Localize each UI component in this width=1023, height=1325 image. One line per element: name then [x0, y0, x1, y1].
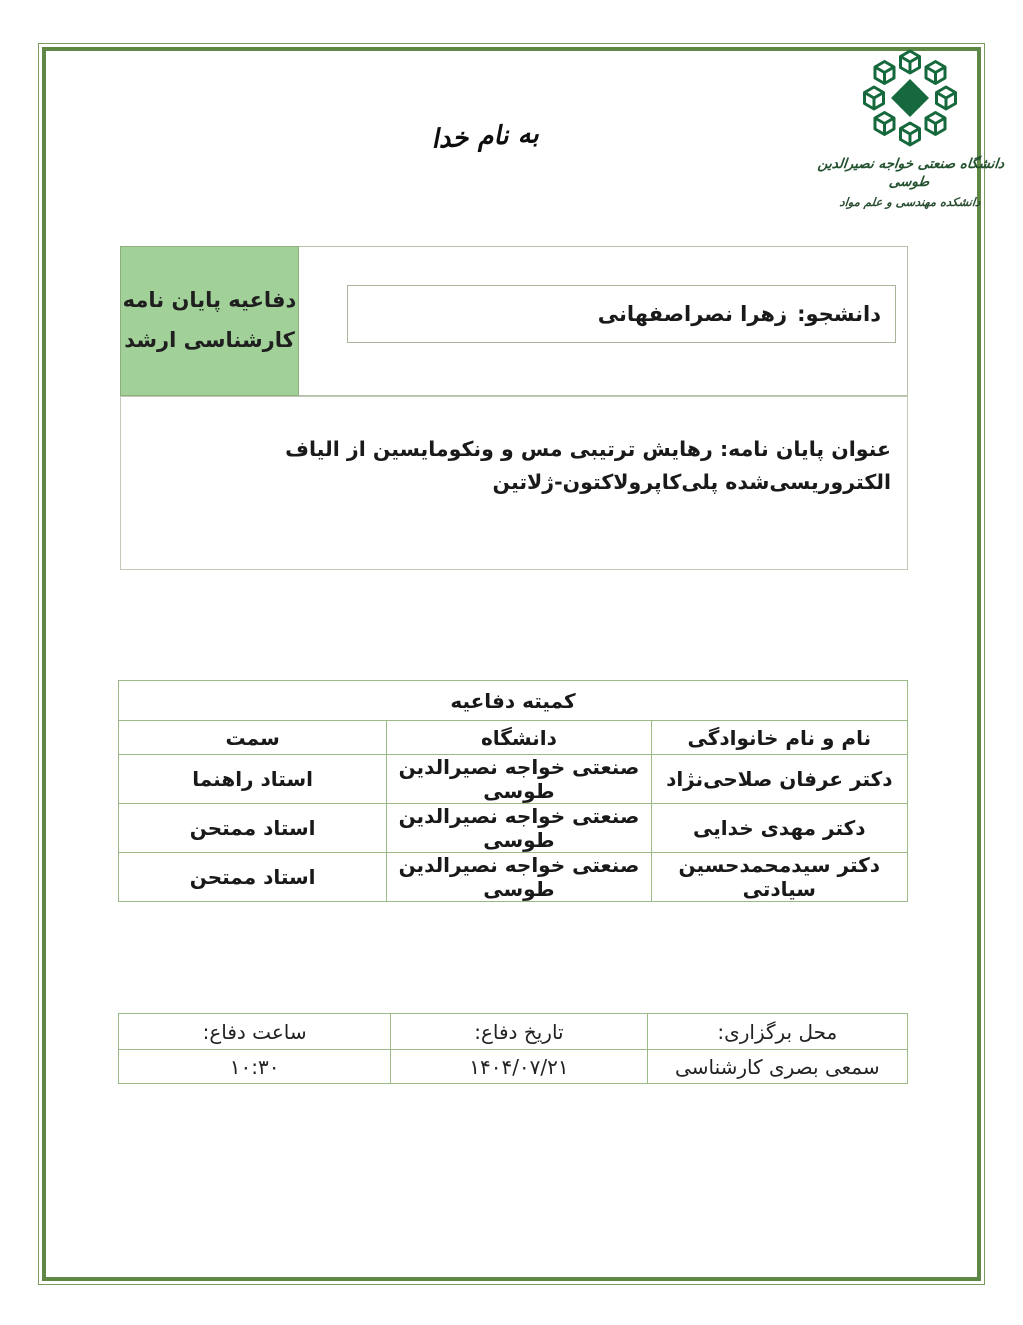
- committee-title: کمیته دفاعیه: [119, 681, 908, 721]
- university-name-calligraphy: دانشگاه صنعتی خواجه نصیرالدین طوسی: [817, 156, 1006, 190]
- bismillah-calligraphy: به نام خدا: [430, 119, 540, 155]
- time-value: ۱۰:۳۰: [119, 1050, 391, 1084]
- venue-value: سمعی بصری کارشناسی: [647, 1050, 907, 1084]
- column-header-name: نام و نام خانوادگی: [651, 721, 907, 755]
- university-logo-icon: [860, 48, 960, 148]
- student-section: [120, 246, 908, 396]
- venue-label: محل برگزاری:: [647, 1014, 907, 1050]
- member-role: استاد ممتحن: [119, 804, 387, 853]
- member-name: دکتر سیدمحمدحسین سیادتی: [651, 853, 907, 902]
- page-border-frame: [38, 43, 985, 1285]
- column-header-role: سمت: [119, 721, 387, 755]
- table-row: [119, 755, 908, 804]
- member-name: دکتر مهدی خدایی: [651, 804, 907, 853]
- session-header-row: [119, 1014, 908, 1050]
- page-border-frame-inner: [42, 47, 981, 1281]
- defense-type-line2: کارشناسی ارشد: [124, 328, 295, 352]
- member-university: صنعتی خواجه نصیرالدین طوسی: [387, 853, 651, 902]
- defense-type-box: [120, 246, 299, 396]
- committee-title-row: [119, 681, 908, 721]
- thesis-title: رهایش ترتیبی مس و ونکومایسین از الیاف الکتروریسی‌شده پلی‌کاپرولاکتون-ژلاتین: [285, 437, 891, 494]
- faculty-name-calligraphy: دانشکده مهندسی و علم مواد: [838, 195, 982, 210]
- time-label: ساعت دفاع:: [119, 1014, 391, 1050]
- date-value: ۱۴۰۴/۰۷/۲۱: [391, 1050, 647, 1084]
- session-value-row: [119, 1050, 908, 1084]
- thesis-title-box: [120, 396, 908, 570]
- defense-type-line1: دفاعیه پایان نامه: [122, 288, 297, 313]
- student-label: دانشجو:: [797, 302, 881, 326]
- university-header: [795, 48, 1023, 209]
- thesis-title-label: عنوان پایان نامه:: [719, 437, 891, 461]
- session-info-table: [118, 1013, 908, 1084]
- committee-table: [118, 680, 908, 902]
- member-university: صنعتی خواجه نصیرالدین طوسی: [387, 755, 651, 804]
- committee-header-row: [119, 721, 908, 755]
- member-name: دکتر عرفان صلاحی‌نژاد: [651, 755, 907, 804]
- member-role: استاد راهنما: [119, 755, 387, 804]
- member-role: استاد ممتحن: [119, 853, 387, 902]
- student-name-box: [347, 285, 896, 343]
- member-university: صنعتی خواجه نصیرالدین طوسی: [387, 804, 651, 853]
- table-row: [119, 804, 908, 853]
- column-header-university: دانشگاه: [387, 721, 651, 755]
- student-name: زهرا نصراصفهانی: [597, 302, 788, 326]
- date-label: تاریخ دفاع:: [391, 1014, 647, 1050]
- table-row: [119, 853, 908, 902]
